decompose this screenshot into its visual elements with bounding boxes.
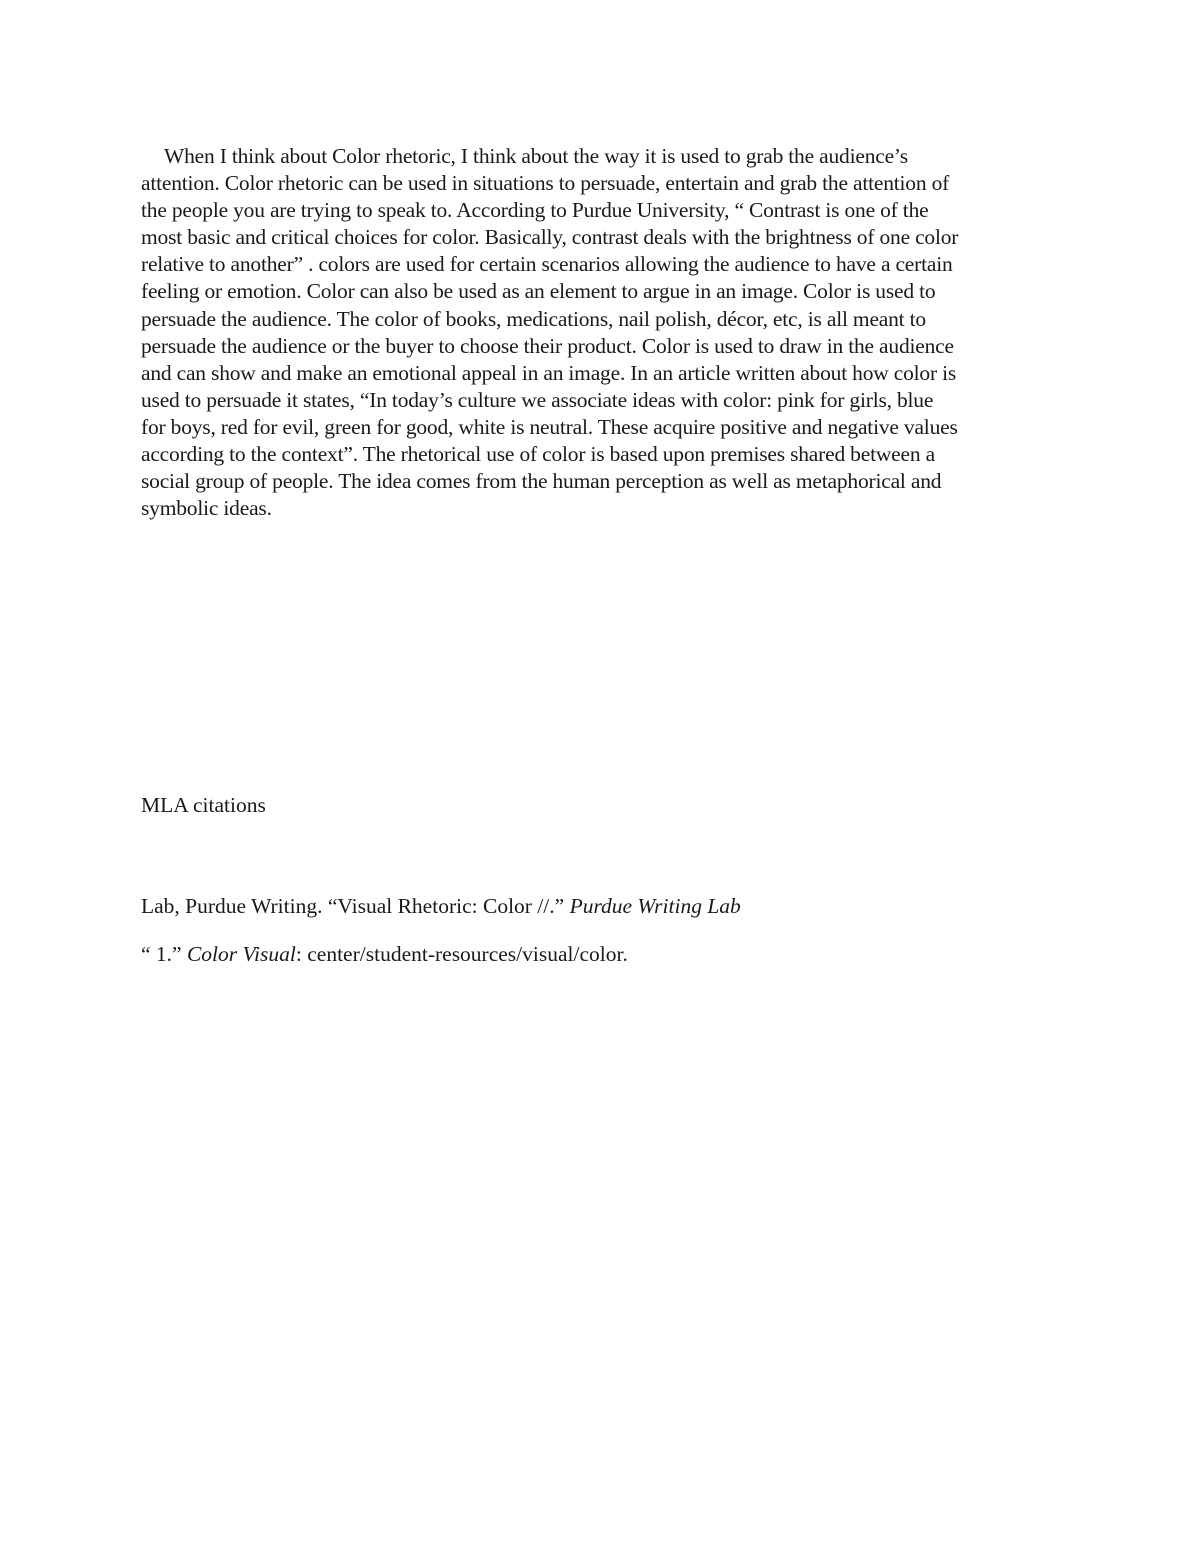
essay-line: attention. Color rhetoric can be used in situations to persuade, entertain and grab the attention of [141,171,950,196]
essay-line: social group of people. The idea comes from the human perception as well as metaphorical and [141,469,942,494]
essay-line: relative to another” . colors are used for certain scenarios allowing the audience to have a certain [141,252,953,277]
citation-text: Lab, Purdue Writing. “Visual Rhetoric: Color //.” [141,894,570,918]
essay-line: the people you are trying to speak to. According to Purdue University, “ Contrast is one of the [141,198,929,223]
citation-italic-title: Color Visual [186,942,296,966]
citation-italic-title: Purdue Writing Lab [569,894,741,918]
essay-line: persuade the audience. The color of books, medications, nail polish, décor, etc, is all meant to [141,306,926,331]
essay-line: symbolic ideas. [141,496,272,521]
citations-heading: MLA citations [141,793,266,817]
essay-line: and can show and make an emotional appeal in an image. In an article written about how color is [141,360,957,385]
essay-line: persuade the audience or the buyer to choose their product. Color is used to draw in the audience [141,333,954,358]
essay-paragraph [141,143,1066,522]
essay-line: most basic and critical choices for color. Basically, contrast deals with the brightness of one color [141,225,959,250]
essay-line: according to the context”. The rhetorical use of color is based upon premises shared between a [141,442,935,467]
essay-line: used to persuade it states, “In today’s culture we associate ideas with color: pink for girls, blue [141,387,934,412]
essay-line: for boys, red for evil, green for good, white is neutral. These acquire positive and negative values [141,414,958,439]
citation-entry [141,941,628,968]
citation-tail: : center/student-resources/visual/color. [295,942,628,966]
citation-text: “ 1.” [141,942,187,966]
essay-line: When I think about Color rhetoric, I think about the way it is used to grab the audience’s [164,144,908,168]
essay-line: feeling or emotion. Color can also be used as an element to argue in an image. Color is used to [141,279,936,304]
citation-entry [141,893,741,920]
